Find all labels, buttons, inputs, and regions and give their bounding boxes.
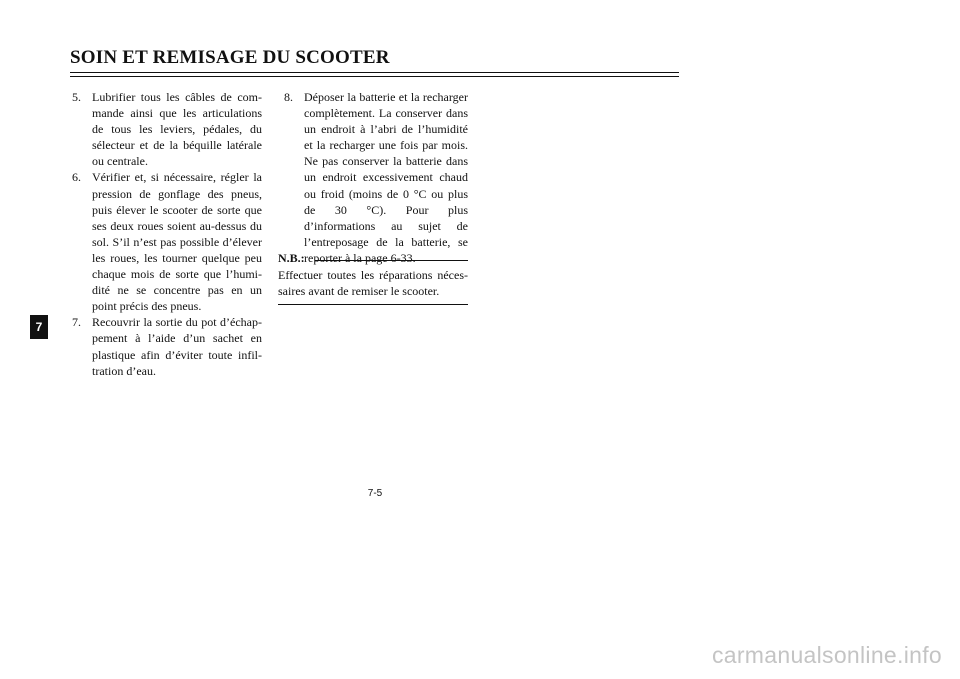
note-header (278, 250, 468, 266)
list-item-6 (72, 169, 262, 314)
item-number: 6. (72, 170, 81, 185)
list-item-7 (72, 314, 262, 378)
page-number: 7-5 (367, 488, 383, 499)
left-column (72, 89, 262, 379)
header-rule-thick (70, 72, 679, 73)
note-heading-rule (315, 260, 468, 261)
list-item-5 (72, 89, 262, 169)
chapter-tab (30, 315, 48, 339)
page-title: SOIN ET REMISAGE DU SCOOTER (70, 47, 390, 68)
note-bottom-rule (278, 304, 468, 305)
item-number: 8. (284, 90, 293, 104)
note-text: Effectuer toutes les réparations nécessaires avant de remiser le scooter. (278, 268, 468, 299)
item-text: Lubrifier tous les câbles de commande ainsi que les articulations de tous les leviers, pédales, du sélecteur et de la béquille latérale ou centrale. (92, 90, 262, 169)
item-text: Recouvrir la sortie du pot d’échappement à l’aide d’un sachet en plastique afin d’éviter toute infiltration d’eau. (92, 315, 262, 378)
list-item-8 (284, 89, 468, 266)
item-number: 7. (72, 315, 81, 330)
item-text: Déposer la batterie et la recharger complètement. La conserver dans un endroit à l’abri de l’humidité et la recharger une fois par mois. Ne pas conserver la batterie dans un endroit excessivement chaud ou froid (moins de 0 °C ou plus de 30 °C). Pour plus d’informations au sujet de l’entreposage de la batterie, se reporter à la page 6-33. (304, 90, 468, 265)
header-rule-thin (70, 76, 679, 77)
right-column (284, 89, 468, 266)
chapter-number: 7 (35, 320, 43, 334)
item-number: 5. (72, 90, 81, 104)
watermark: carmanualsonline.info (711, 642, 942, 668)
item-text: Vérifier et, si nécessaire, régler la pression de gonflage des pneus, puis élever le scooter de sorte que ses deux roues soient au-dessus du sol. S’il n’est pas possible d’élever les roues, les tourner quelque peu chaque mois de sorte que l’humidité ne se concentre pas en un point précis des pneus. (92, 170, 262, 314)
note-box (278, 250, 468, 305)
note-heading: N.B.: (278, 251, 305, 265)
